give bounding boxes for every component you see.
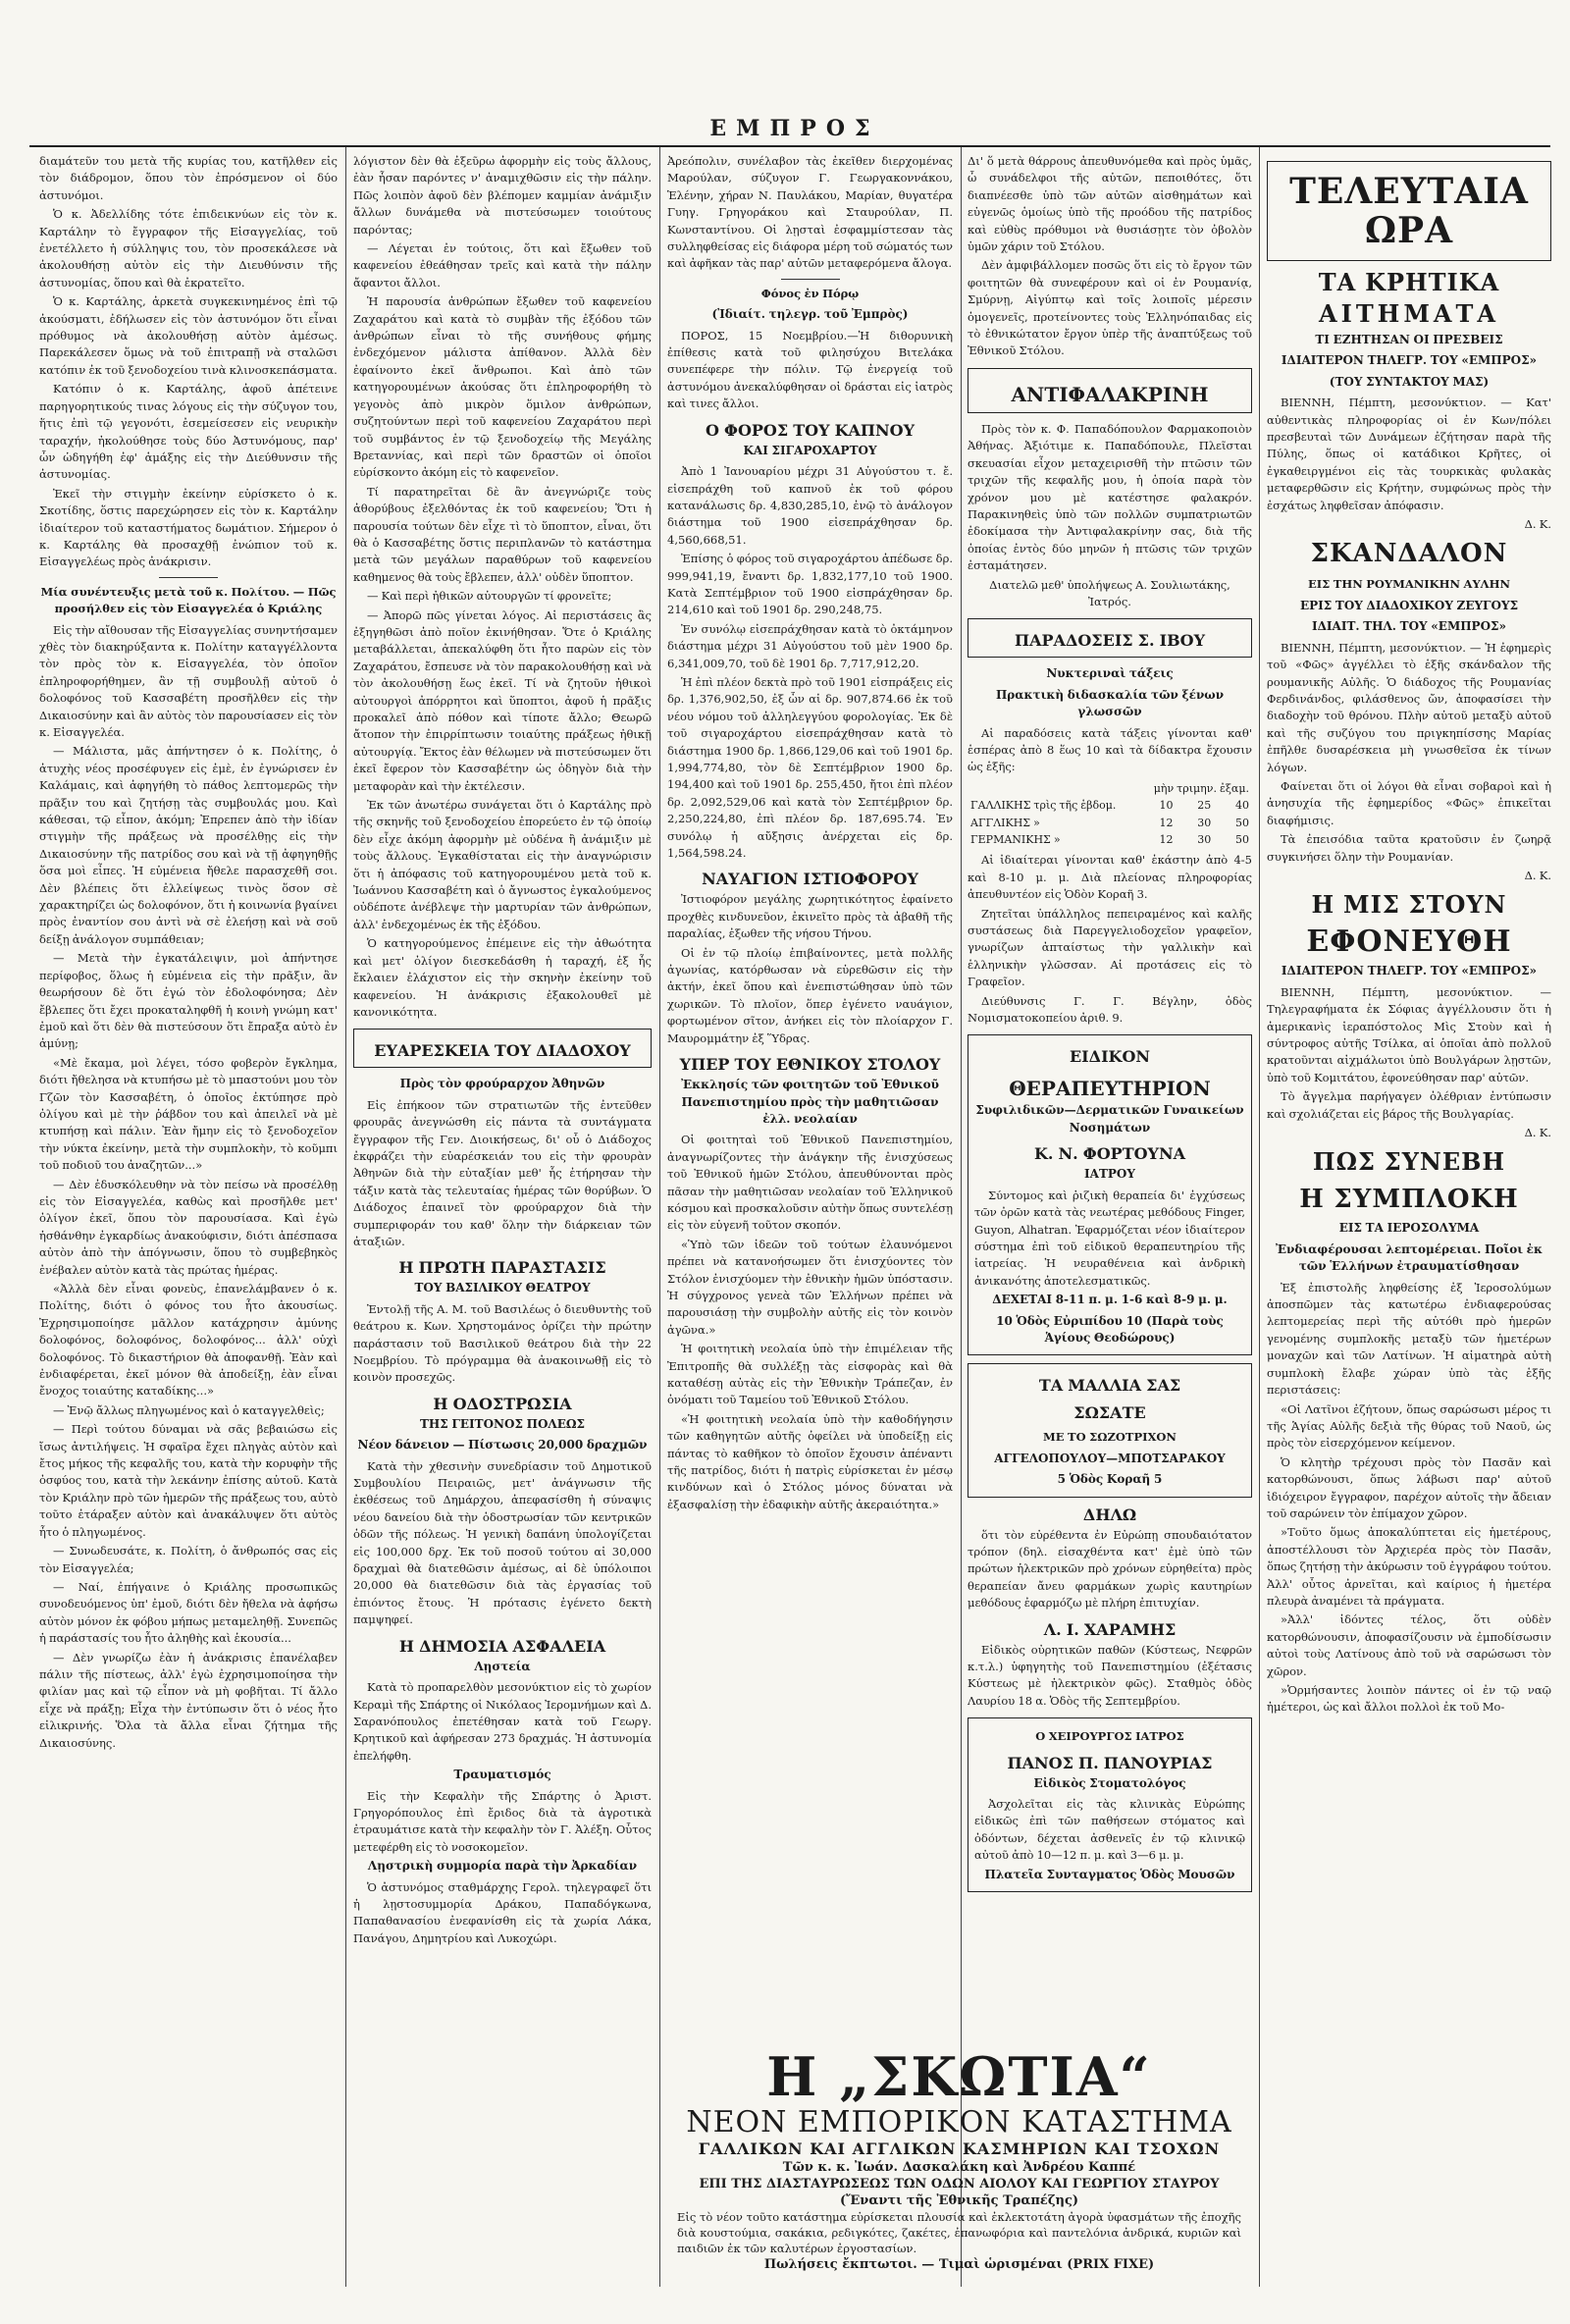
ad-address: 5 Ὁδὸς Κοραῆ 5 — [1057, 1472, 1163, 1487]
ad-box — [968, 1034, 1252, 1355]
paragraph: Εἰδικὸς οὐρητικῶν παθῶν (Κύστεως, Νεφρῶν κ.τ.λ.) ὑφηγητὴς τοῦ Πανεπιστημίου (ἐξέτασις Κύστεως μὲ ἡλεκτρικὸν φῶς). Σταθμὸς ὁδὸς Λαυρίου 18 α. Ὁδὸς τῆς Σεπτεμβρίου. — [968, 1642, 1252, 1708]
column-3 — [667, 153, 953, 2033]
paragraph: Ἡ φοιτητικὴ νεολαία ὑπὸ τὴν ἐπιμέλειαν τῆς Ἐπιτροπῆς θὰ συλλέξῃ τὰς εἰσφορὰς καὶ θὰ καταθέσῃ αὐτὰς εἰς τὴν Ἐθνικὴν Τράπεζαν, ἐν ὀνόματι τοῦ Ταμείου τοῦ Ἐθνικοῦ Στόλου. — [667, 1342, 953, 1407]
paragraph: Εἰς τὴν Κεφαλὴν τῆς Σπάρτης ὁ Ἀριστ. Γρηγορόπουλος ἐπὶ ἔριδος διὰ τὰ ἀγροτικὰ ἐτραυμάτισε κατὰ τὴν κεφαλὴν τὸν Γ. Ἀλέξη. Οὗτος μετεφέρθη εἰς τὸ νοσοκομεῖον. — [353, 1788, 652, 1854]
paragraph: — Δὲν ἐδυσκόλευθην νὰ τὸν πείσω νὰ προσέλθῃ εἰς τὸν Εἰσαγγελέα, καθὼς καὶ προσῆλθε μετ' ὀλίγον ἐκεῖ, ὅπου τὸν παρουσίασα. Καὶ ἐγὼ ἠσθάνθην ἐγκαρδίως ἀνακούφισιν, διότι ἀπέσπασα αὐτὸν ἀπὸ τὴν ἀπόγνωσιν, ὅπου τὸ συμβεβηκὸς ἐνέβαλεν αὐτὸν κατὰ τὰς πρώτας ἡμέρας. — [39, 1177, 338, 1277]
ad-title: Η „ΣΚΩΤΙΑ“ — [766, 2045, 1152, 2108]
paragraph: Τί παρατηρεῖται δὲ ἂν ἀνεγνώριζε τοὺς ἀθορύβους ἐξελθόντας ἐκ τοῦ καφενείου; Ὅτι ἡ παρουσία τούτων δὲν εἶχε τὶ τὸ ὕποπτον, εἶναι, ὅτι θὰ ὁ Κασσαβέτης ὅστις περιπλανῶν τὸ κατάστημα μετὰ τῶν μεγάλων παραθύρων τοῦ καφενείου καθημενος θὰ τοὺς ἔβλεπεν, ἀλλ' οὐδὲν ὕποπτον. — [353, 484, 652, 584]
ad-subtitle: ΓΑΛΛΙΚΩΝ ΚΑΙ ΑΓΓΛΙΚΩΝ ΚΑΣΜΗΡΙΩΝ ΚΑΙ ΤΣΟΧΩΝ — [698, 2139, 1221, 2158]
paragraph: Δι' ὅ μετὰ θάρρους ἀπευθυνόμεθα καὶ πρὸς ὑμᾶς, ὦ συνάδελφοι τῆς αὐτῶν, πεποιθότες, ὅτι διαπνέεσθε ὑπὸ τῶν αὐτῶν αἰσθημάτων καὶ εὐγενῶς ὁμοίως ὑπὸ τῆς προόδου τῆς πατρίδος καὶ εὐθὺς πρόθυμοι νὰ θυσιάσῃτε τὸν ὀβολὸν ὑμῶν χάριν τοῦ Στόλου. — [968, 154, 1252, 254]
article-headline: ΝΑΥΑΓΙΟΝ ΙΣΤΙΟΦΟΡΟΥ — [702, 870, 918, 889]
ad-subtitle: Εἰδικὸς Στοματολόγος — [1033, 1775, 1186, 1790]
column-1 — [39, 153, 338, 2283]
ad-box — [968, 1717, 1252, 1892]
article-subheadline: Νέον δάνειον — Πίστωσις 20,000 δραχμῶν — [357, 1438, 648, 1452]
ad-title: ΤΑ ΜΑΛΛΙΑ ΣΑΣ — [1038, 1376, 1181, 1396]
ad-box — [968, 368, 1252, 413]
table-cell: 50 — [1235, 833, 1249, 846]
ad-owners: Τῶν κ. κ. Ἰωάν. Δασκαλάκη καὶ Ἀνδρέου Καππέ — [782, 2160, 1136, 2175]
paragraph: Εἰς ἐπήκοον τῶν στρατιωτῶν τῆς ἐντεῦθεν φρουρᾶς ἀνεγνώσθη εἰς πάντα τὰ συντάγματα ἔγγραφον τῆς Γεν. Διοικήσεως, δι' οὗ ὁ Διάδοχος ἐκφράζει τὴν εὐαρέσκειάν του εἰς τὴν φρουρὰν Ἀθηνῶν διὰ τὴν εὐταξίαν μεθ' ἧς ἐτήρησαν τὴν τάξιν κατὰ τὰς τελευταίας ἡμέρας τῶν θορύβων. Ὁ Διάδοχος ἐπαινεῖ τὸν φρούραρχον διὰ τὴν συμπεριφοράν του καθ' ὅλην τὴν διάρκειαν τῶν ἀταξιῶν. — [353, 1097, 652, 1248]
table-cell: 12 — [1159, 816, 1174, 829]
article-headline: Η ΠΡΩΤΗ ΠΑΡΑΣΤΑΣΙΣ — [398, 1258, 606, 1278]
paragraph: ΒΙΕΝΝΗ, Πέμπτη, μεσονύκτιον. — Κατ' αὐθεντικὰς πληροφορίας οἱ ἐν Κων/πόλει πρεσβευταὶ τῶν Δυνάμεων ἐζήτησαν παρὰ τῆς Πύλης, ὅπως οἱ κατάδικοι Κρῆτες, οἱ ἐγκαθειργμένοι εἰς τὰς τουρκικὰς φυλακὰς μεταφερθῶσιν εἰς Κρήτην, συμφώνως πρὸς τὴν ἐσχάτως ληφθεῖσαν ἀπόφασιν. — [1267, 396, 1551, 512]
paragraph: Εἰς τὴν αἴθουσαν τῆς Εἰσαγγελίας συνηντήσαμεν χθὲς τὸν διακηρύξαντα κ. Πολίτην καταγγέλλοντα τὸν πρὸς τὸν κ. Εἰσαγγελέα, τὸν ὁποῖον ἐπληροφορήθημεν, ἂν τῇ συμβουλῇ αὐτοῦ ὁ δολοφόνος τοῦ Κασσαβέτη προσῆλθεν εἰς τὴν Δικαιοσύνην καὶ ἂν αὐτὸς τὸν παρουσίασεν εἰς τὸν κ. Εἰσαγγελέα. — [39, 622, 338, 739]
column-4 — [968, 153, 1252, 2033]
article-subheadline: ΙΔΙΑΙΤΕΡΟΝ ΤΗΛΕΓΡ. ΤΟΥ «ΕΜΠΡΟΣ» — [1281, 964, 1538, 978]
ad-box — [968, 1363, 1252, 1497]
divider — [781, 279, 840, 280]
skotia-ad — [667, 2047, 1251, 2273]
article-subheadline: ΤΙ ΕΖΗΤΗΣΑΝ ΟΙ ΠΡΕΣΒΕΙΣ — [1315, 333, 1503, 346]
paragraph: Ἀρεόπολιν, συνέλαβον τὰς ἐκεῖθεν διερχομένας Μαρούλαν, σύζυγον Γ. Γεωργακοννάκου, Ἑλένην, χήραν Ν. Παυλάκου, Μαρίαν, θυγατέρα Γυηγ. Γρηγοράκου καὶ Σταυρούλαν, Π. Κωνσταντίνου. Οἱ λῃσταὶ ἐσφαμμίστεσαν τὰς συλληφθείσας εἰς διάφορα μέρη τοῦ σώματός των καὶ ἀφῆκαν τὰς παρ' αὐτῶν μεταφερόμενα ἄλογα. — [667, 154, 953, 271]
paragraph: ΠΟΡΟΣ, 15 Νοεμβρίου.—Ἡ διθορυνικὴ ἐπίθεσις κατὰ τοῦ φιλησύχου Βιτελάκα συνεπέφερε τὴν πόλιν. Τῷ ἐνεργείᾳ τοῦ ἀστυνόμου ἀνεκαλύφθησαν οἱ δράσται εἰς ἰατρὸς καὶ τινες ἄλλοι. — [667, 328, 953, 411]
paragraph: Σύντομος καὶ ῥιζικὴ θεραπεία δι' ἐγχύσεως τῶν ὀρῶν κατὰ τὰς νεωτέρας μεθόδους Finger, Guyon, Alhatran. Ἐφαρμόζεται νέον ἰδιαίτερον σύστημα ἐπὶ τοῦ εἰδικοῦ θεραπευτηρίου τῆς ἰατρείας. Ἡ νευραθένεια καὶ ἀνδρικὴ ἀνικανότης ἀποτελεσματικῶς. — [974, 1188, 1245, 1288]
table-row — [968, 831, 1252, 848]
paragraph: Κατὰ τὴν χθεσινὴν συνεδρίασιν τοῦ Δημοτικοῦ Συμβουλίου Πειραιῶς, μετ' ἀνάγνωσιν τῆς ἐκθέσεως τοῦ Δημάρχου, ἀπεφασίσθη ἡ σύναψις νέου δανείου διὰ τὴν ὁδοστρωσίαν τῶν κεντρικῶν ὁδῶν τῆς πόλεως. Ἡ γενικὴ δαπάνη ὑπολογίζεται εἰς 100,000 δρχ. Ἐκ τοῦ ποσοῦ τούτου αἱ 30,000 δραχμαὶ θὰ διατεθῶσιν ἀμέσως, αἱ δὲ ὑπόλοιποι 20,000 θὰ διατεθῶσιν διὰ τὰς ἐργασίας τοῦ ἐπιόντος ἔτους. Ἡ πρότασις ἐγένετο δεκτὴ παμψηφεί. — [353, 1458, 652, 1627]
paragraph: Ἐπίσης ὁ φόρος τοῦ σιγαροχάρτου ἀπέδωσε δρ. 999,941,19, ἔναντι δρ. 1,832,177,10 τοῦ 1900. Κατὰ Σεπτέμβριον τοῦ 1900 εἰσπράχθησαν δρ. 214,610 καὶ τοῦ 1901 δρ. 290,248,75. — [667, 552, 953, 617]
paragraph: διαμάτεῦν του μετὰ τῆς κυρίας του, κατῆλθεν εἰς τὸν διάδρομον, ὅπου τὸν ἐπρόσμενον οἱ δύο ἀστυνόμοι. — [39, 154, 338, 202]
paragraph: Ὁ κ. Καρτάλης, ἀρκετὰ συγκεκινημένος ἐπὶ τῷ ἀκούσματι, ἐδήλωσεν εἰς τὸν ἀστυνόμον ὅτι εἶναι πρόθυμος νὰ ἀκολουθήσῃ αὐτὸν ἀμέσως. Παρεκάλεσεν ὅμως νὰ τοῦ ἐπιτραπῇ νὰ σταλῶσι κατόπιν ἐκ τοῦ ξενοδοχείου τινὰ κλινοσκεπάσματα. — [39, 294, 338, 377]
article-subheadline: Ἐκκλησίς τῶν φοιτητῶν τοῦ Ἐθνικοῦ Πανεπιστημίου πρὸς τὴν μαθητιῶσαν ἐλλ. νεολαίαν — [681, 1078, 939, 1126]
paragraph: Ἡ παρουσία ἀνθρώπων ἔξωθεν τοῦ καφενείου Ζαχαράτου καὶ κατὰ τὸ συμβὰν τῆς ἐξόδου τῶν ἀνθρώπων εἶναι τὸ τῆς συνήθους φήμης ἐνδεχόμενον μάλιστα ἀπίθανον. Ἀλλὰ δὲν ἐφαίνοντο ἐκεῖ ἄνθρωποι. Καὶ ἀπὸ τῶν κατηγορουμένων ἀκούσας ὅτι ἐπληροφορήθη τὸ γεγονὸς ἀπὸ μικρὸν ὅμιλον ἀνθρώπων, συζητούντων περὶ τοῦ καφενείου Ζαχαράτου περὶ τοῦ συμβάντος ἐν τῷ ξενοδοχείῳ τῆς Μεγάλης Βρεταννίας, καὶ περὶ τῶν δραστῶν οἱ ὁποῖοι εὑρίσκοντο ἀκόμη εἰς τὸ καφενεῖον. — [353, 294, 652, 480]
article-subheadline: (Ἰδιαίτ. τηλεγρ. τοῦ Ἐμπρὸς) — [711, 307, 909, 322]
paragraph: Ἐκεῖ τὴν στιγμὴν ἐκείνην εὑρίσκετο ὁ κ. Σκοτίδης, ὅστις παρεχώρησεν εἰς τὸν κ. Καρτάλην ἰδιαίτερον τοῦ καταστήματος δωμάτιον. Σήμερον ὁ κ. Καρτάλης θὰ προσαχθῇ ἐνώπιον τοῦ κ. Εἰσαγγελέως πρὸς ἀνάκρισιν. — [39, 486, 338, 569]
table-header: μὴν τριμην. ἐξαμ. — [1153, 781, 1249, 795]
paragraph: Αἱ παραδόσεις κατὰ τάξεις γίνονται καθ' ἑσπέρας ἀπὸ 8 ἕως 10 καὶ τὰ δίδακτρα ἔχουσιν ὡς ἑξῆς: — [968, 725, 1252, 774]
paragraph: Διεύθυνσις Γ. Γ. Βέγλην, ὁδὸς Νομισματοκοπείου ἀριθ. 9. — [968, 993, 1252, 1026]
section-box — [1267, 161, 1551, 261]
paragraph: ὅτι τὸν εὐρέθεντα ἐν Εὐρώπῃ σπουδαιότατον τρόπον (δηλ. εἰσαχθέντα κατ' ἐμὲ ὑπὸ τῶν πρώτων ἡλεκτρικῶν πρὸ χρόνων εὑρηθείτα) πρὸς θεραπείαν ἄνευ φαρμάκων χωρὶς καυτηρίων μεθόδους ἐφαρμόζω μὲ πλήρη ἐπιτυχίαν. — [968, 1527, 1252, 1611]
paragraph: Ἐν συνόλῳ εἰσεπράχθησαν κατὰ τὸ ὀκτάμηνον διάστημα μέχρι 31 Αὐγούστου τοῦ μὲν 1900 δρ. 6,341,009,70, τοῦ δὲ 1901 δρ. 7,717,912,20. — [667, 621, 953, 670]
paragraph: Ἡ ἐπὶ πλέον δεκτὰ πρὸ τοῦ 1901 εἰσπράξεις εἰς δρ. 1,376,902,50, ἐξ ὧν αἱ δρ. 907,874.66 ἐκ τοῦ νέου νόμου τοῦ ἀλληλεγγύου φορολογίας. Ἐκ δὲ τοῦ σιγαροχάρτου εἰσεπράχθησαν κατὰ τὸ διάστημα 1900 δρ. 1,866,129,06 καὶ τοῦ 1901 δρ. 1,994,774,80, τὸν δὲ Σεπτέμβριον 1900 δρ. 194,400 καὶ τοῦ 1901 δρ. 255,450, ἤτοι ἐπὶ πλέον δρ. 2,092,529,06 καὶ κατὰ τὸν Σεπτέμβριον δρ. 2,250,224,80, ἐπὶ πλέον δρ. 187,695.74. Ἐν συνόλῳ ἡ αὔξησις ἀνέρχεται εἰς δρ. 1,564,598.24. — [667, 674, 953, 861]
paragraph: — Ναί, ἐπήγαινε ὁ Κριάλης προσωπικῶς συνοδευόμενος ὑπ' ἐμοῦ, διότι δὲν ἤθελα νὰ ἀφήσω αὐτὸν μόνον ἐκ φόβου μήπως μεταμεληθῇ. Συνεπῶς ἡ παράστασίς του ἦτο ἀληθὴς καὶ ἑκουσία... — [39, 1579, 338, 1646]
table-cell: ΑΓΓΛΙΚΗΣ » — [970, 816, 1040, 829]
paragraph: Πρὸς τὸν κ. Φ. Παπαδόπουλον Φαρμακοποιὸν Ἀθήνας. Ἀξιότιμε κ. Παπαδόπουλε, Πλεῖσται σκευασίαι εἶχον μεταχειρισθῆ τὴν πτῶσιν τῶν τριχῶν τῆς κεφαλῆς μου, ἡ ὁποία παρὰ τὸν χρόνον μου μὲ κατέστησε φαλακρόν. Παρακινηθεὶς ὑπὸ τῶν πολλῶν συμπατριωτῶν ἐδοκίμασα τὴν Ἀντιφαλακρίνην σας, διὰ τῆς ὁποίας ἐντὸς δύο μηνῶν ἡ πτῶσις τῶν τριχῶν ἐσταμάτησεν. — [968, 421, 1252, 573]
article-subheadline: ΚΑΙ ΣΙΓΑΡΟΧΑΡΤΟΥ — [743, 443, 877, 457]
column-5 — [1267, 153, 1551, 2283]
article-subheadline: ΕΡΙΣ ΤΟΥ ΔΙΑΔΟΧΙΚΟΥ ΖΕΥΓΟΥΣ — [1299, 598, 1519, 612]
paragraph: — Μάλιστα, μᾶς ἀπήντησεν ὁ κ. Πολίτης, ὁ ἀτυχὴς νέος προσέφυγεν εἰς ἐμὲ, ἐν ἐγνώρισεν ἐν Καλάμαις, καὶ ἀφηγήθη τὸ πάθος λεπτομερῶς τὴν πρᾶξιν του καὶ ζητήσῃ τὰς συμβουλάς μου. Καὶ κάθεσαι, τῷ εἶπον, ἀκόμη; Ἐπρεπεν ἀπὸ τὴν ἰδίαν στιγμὴν τῆς πράξεως νὰ προσέλθῃς εἰς τὴν Δικαιοσύνην τῆς πατρίδος σου καὶ νὰ τῇ ἀφηγηθῇς ὅσα μοὶ εἶπες. Ἡ εὐμένεια ἤθελε παρασχεθῆ σοι. Δὲν βλέπεις ὅτι ἐλλείψεως τινὸς ὅσον σὲ χαρακτηρίζει ὡς δολοφόνον, ὅτι ἡ κοινωνία βγαίνει πρὸς ἐναντίον σου ἀντὶ νὰ σὲ ἐλεήσῃ καὶ νὰ σοῦ δείξῃ ἀνάλογον συμπάθειαν; — [39, 744, 338, 946]
fee-table — [968, 780, 1252, 849]
article-subheadline: ΤΟΥ ΒΑΣΙΛΙΚΟΥ ΘΕΑΤΡΟΥ — [414, 1281, 591, 1295]
paragraph: Ὁ κατηγορούμενος ἐπέμεινε εἰς τὴν ἀθωότητα καὶ μετ' ὀλίγον διεσκεδάσθη ἡ ταραχή, ἐξ ἧς ἔκλαιεν ἐλάχιστον εἰς τὴν σκηνὴν ἐκείνην τοῦ καφενείου. Ἡ ἀνάκρισις ἐξακολουθεῖ μὲ κανονικότητα. — [353, 936, 652, 1019]
top-rule — [29, 145, 1550, 147]
article-headline: Μία συνέντευξις μετὰ τοῦ κ. Πολίτου. — Πῶς προσήλθεν εἰς τὸν Εἰσαγγελέα ὁ Κριάλης — [40, 584, 337, 616]
ad-title: Λ. Ι. ΧΑΡΑΜΗΣ — [1043, 1619, 1177, 1639]
ad-box — [968, 618, 1252, 658]
table-cell: 50 — [1235, 816, 1249, 829]
article-headline: ΑΙΤΗΜΑΤΑ — [1318, 299, 1500, 328]
table-cell: 10 — [1159, 799, 1174, 813]
article-headline: ΠΩΣ ΣΥΝΕΒΗ — [1312, 1147, 1506, 1177]
ad-subtitle: Συφιλιδικῶν—Δερματικῶν Γυναικείων Νοσημάτων — [975, 1103, 1244, 1135]
ad-title: ΑΝΤΙΦΑΛΑΚΡΙΝΗ — [1011, 382, 1209, 406]
ad-hours: ΔΕΧΕΤΑΙ 8-11 π. μ. 1-6 καὶ 8-9 μ. μ. — [992, 1293, 1228, 1307]
column-divider — [1259, 147, 1260, 2287]
paragraph: Ὁ κ. Ἀδελλίδης τότε ἐπιδεικνύων εἰς τὸν κ. Καρτάλην τὸ ἔγγραφον τῆς Εἰσαγγελίας, τοῦ ἐνετέλλετο ἡ σύλληψις του, τὸν προσεκάλεσε νὰ ἀκολουθήσῃ αὐτὸν εἰς τὴν Διευθύνσιν τῆς ἀστυνομίας, ὅπου καὶ θὰ ἐκρατεῖτο. — [39, 207, 338, 290]
table-cell: ΓΑΛΛΙΚΗΣ τρὶς τῆς ἑβδομ. — [970, 799, 1117, 813]
paragraph: — Συνωδευσάτε, κ. Πολίτη, ὁ ἄνθρωπός σας εἰς τὸν Εἰσαγγελέα; — [39, 1544, 338, 1575]
ad-subtitle: ΝΕΟΝ ΕΜΠΟΡΙΚΟΝ ΚΑΤΑΣΤΗΜΑ — [686, 2105, 1232, 2139]
article-subheadline: ΙΔΙΑΙΤ. ΤΗΛ. ΤΟΥ «ΕΜΠΡΟΣ» — [1311, 619, 1507, 634]
paragraph: Ἐξ ἐπιστολῆς ληφθείσης ἐξ Ἱεροσολύμων ἀποσπῶμεν τὰς κατωτέρω ἐνδιαφερούσας λεπτομερείας περὶ τῆς αὐτόθι πρὸ ἡμερῶν γενομένης συμπλοκῆς μεταξὺ τῶν ἡμετέρων μοναχῶν καὶ τῶν Λατίνων. Ἡ αἱματηρὰ αὐτὴ συμπλοκὴ ἔλαβε χώραν ὑπὸ τὰς ἑξῆς περιστάσεις: — [1267, 1280, 1551, 1398]
divider — [159, 577, 218, 578]
article-subheadline: ΤΗΣ ΓΕΙΤΟΝΟΣ ΠΟΛΕΩΣ — [419, 1416, 586, 1431]
ad-address: 10 Ὁδὸς Εὐριπίδου 10 (Παρὰ τοὺς Ἁγίους Θεοδώρους) — [996, 1313, 1224, 1345]
paragraph: «Μὲ ἔκαμα, μοὶ λέγει, τόσο φοβερὸν ἔγκλημα, διότι ἤθελησα νὰ κτυπήσω μὲ τὸ μπαστούνι μου τὸν Γζῶν τὸν Κασσαβέτη, ὁ ὁποῖος ἐκτύπησε πρὸ ὀλίγου καὶ μὲ τὴν ῥάβδον του καὶ ἀπειλεῖ νὰ μὲ κτυπήσῃ καὶ πάλιν. Ἐὰν ἤμην εἰς τὸ ξενοδοχεῖον τὴν νύκτα ἐκείνην, μετὰ τὴν συμπλοκὴν, τὸ κοῦμπι τοῦ ποδιοῦ του ἀναζητῶν...» — [39, 1055, 338, 1173]
table-cell: 40 — [1235, 799, 1249, 813]
column-divider — [345, 147, 346, 2287]
paragraph: Αἱ ἰδιαίτεραι γίνονται καθ' ἑκάστην ἀπὸ 4-5 καὶ 8-10 μ. μ. Διὰ πλείονας πληροφορίας ἀπευθυντέον εἰς Ὁδὸν Κοραῆ 3. — [968, 853, 1252, 902]
article-subheadline: Λῃστεία — [474, 1659, 531, 1673]
article-headline: Η ΜΙΣ ΣΤΟΥΝ — [1311, 890, 1507, 920]
article-headline: ΥΠΕΡ ΤΟΥ ΕΘΝΙΚΟΥ ΣΤΟΛΟΥ — [679, 1055, 941, 1075]
signature: Δ. Κ. — [1524, 868, 1551, 882]
article-subheadline: (ΤΟΥ ΣΥΝΤΑΚΤΟΥ ΜΑΣ) — [1329, 374, 1490, 389]
paragraph: Τὸ ἄγγελμα παρήγαγεν ὀλέθριαν ἐντύπωσιν καὶ σχολιάζεται εἰς βάρος τῆς Βουλγαρίας. — [1267, 1089, 1551, 1121]
paragraph: «Ὑπὸ τῶν ἰδεῶν τοῦ τούτων ἐλαυνόμενοι πρέπει νὰ κατανοήσωμεν ὅτι ἐνισχύοντες τὸν Στόλον ἐνισχύομεν τὴν ἐθνικὴν ἡμῶν ὑπόστασιν. Ἡ σύγχρονος γενεὰ τῶν Ἑλλήνων πρέπει νὰ παρουσιάσῃ τὴν συμβολὴν αὐτῆς εἰς τὸν κοινὸν ἀγῶνα.» — [667, 1237, 953, 1337]
article-headline: ΕΦΟΝΕΥΘΗ — [1306, 924, 1512, 960]
paragraph: ΒΙΕΝΝΗ, Πέμπτη, μεσονύκτιον. — Ἡ ἐφημερὶς τοῦ «Φῶς» ἀγγέλλει τὸ ἑξῆς σκάνδαλον τῆς ρουμανικῆς Αὐλῆς. Ὁ διάδοχος τῆς Ρουμανίας Φερδινάνδος, φιλάσθενος ὤν, ἀποφασίσει τὴν διαδοχὴν τοῦ θρόνου. Πλὴν αὐτοῦ μεταξὺ αὐτοῦ καὶ τῆς συζύγου του πριγκηπίσσης Μαρίας ἐπῆλθε δυσαρέσκεια μὴ γνωσθεῖσα ἐκ τίνων λόγων. — [1267, 640, 1551, 774]
paragraph: »Ἀλλ' ἰδόντες τέλος, ὅτι οὐδὲν κατορθώνουσιν, ἀποφασίζουσιν νὰ ἐμποδίσωσιν αὐτοὶ τοὺς Λατίνους ἀπὸ τοῦ νὰ σαρώσωσι τὸν χῶρον. — [1267, 1612, 1551, 1678]
signature: Δ. Κ. — [1524, 517, 1551, 532]
column-divider — [961, 147, 962, 2287]
article-subheadline: Πρὸς τὸν φρούραρχον Ἀθηνῶν — [399, 1077, 605, 1091]
ad-title: ΠΑΡΑΔΟΣΕΙΣ Σ. ΙΒΟΥ — [1014, 631, 1205, 651]
ad-address: Πλατεῖα Συνταγματος Ὁδὸς Μουσῶν — [984, 1867, 1235, 1881]
paragraph: λόγιστον δὲν θὰ ἐξεῦρω ἀφορμὴν εἰς τοὺς ἄλλους, ἐὰν ἦσαν παρόντες ν' ἀναμιχθῶσιν εἰς τὴν πάλην. Πῶς λοιπὸν ἀφοῦ δὲν βλέπομεν καμμίαν ἀνάμιξιν ἄλλων δυνάμεθα νὰ πιστεύσωμεν τοιούτους παρόντας; — [353, 154, 652, 237]
ad-title: ΔΗΛΩ — [1082, 1505, 1137, 1524]
ad-address: ΕΠΙ ΤΗΣ ΔΙΑΣΤΑΥΡΩΣΕΩΣ ΤΩΝ ΟΔΩΝ ΑΙΟΛΟΥ ΚΑΙ ΓΕΩΡΓΙΟΥ ΣΤΑΥΡΟΥ — [699, 2177, 1220, 2192]
section-title: ΤΕΛΕΥΤΑΙΑ ΩΡΑ — [1289, 171, 1529, 251]
ad-title: ΠΑΝΟΣ Π. ΠΑΝΟΥΡΙΑΣ — [1007, 1753, 1213, 1772]
paragraph: — Λέγεται ἐν τούτοις, ὅτι καὶ ἔξωθεν τοῦ καφενείου ἐθεάθησαν τρεῖς καὶ κατὰ τὴν πάλην ἄφαντοι ἄλλοι. — [353, 241, 652, 290]
table-cell: 30 — [1197, 833, 1212, 846]
article-headline: ΤΑ ΚΡΗΤΙΚΑ — [1318, 268, 1500, 296]
paragraph: ΒΙΕΝΝΗ, Πέμπτη, μεσονύκτιον. — Τηλεγραφήματα ἐκ Σόφιας ἀγγέλλουσιν ὅτι ἡ ἀμερικανὶς ἱεραπόστολος Μὶς Στοὺν καὶ ἡ σύντροφος αὐτῆς Τσίλκα, αἱ ὁποῖαι ἀπὸ πολλοῦ κρατοῦνται αἰχμάλωτοι ὑπὸ Βουλγάρων λῃστῶν, ὑπὸ τοῦ Κομιτάτου, ἐφονεύθησαν παρ' αὐτῶν. — [1267, 984, 1551, 1084]
ad-title: Κ. Ν. ΦΟΡΤΟΥΝΑ — [1033, 1144, 1186, 1164]
section-box — [353, 1029, 652, 1068]
paragraph: Ὁ κλητὴρ τρέχουσι πρὸς τὸν Πασᾶν καὶ κατορθώνουσι, ὅπως λάβωσι παρ' αὐτοῦ ἰδιόχειρον ἔγγραφον, παρέχον αὐτοῖς τὴν ἄδειαν τοῦ σαρώνειν τὸν ἐπίμαχον χῶρον. — [1267, 1454, 1551, 1520]
article-headline: Η ΣΥΜΠΛΟΚΗ — [1299, 1185, 1519, 1215]
ad-title: ΣΩΣΑΤΕ — [1073, 1403, 1146, 1423]
paragraph: Κατόπιν ὁ κ. Καρτάλης, ἀφοῦ ἀπέτεινε παρηγορητικούς τινας λόγους εἰς τὴν σύζυγον του, ἥτις ἐπὶ τῷ γεγονότι, ἐσεμείσεσεν εἰς νευρικὴν ταραχήν, ἠκολούθησε τοὺς δύο Ἀστυνόμους, παρ' ὧν ὡδηγήθη ἐφ' ἁμάξης εἰς τὴν Διεύθυνσιν τῆς ἀστυνομίας. — [39, 382, 338, 482]
paragraph: Οἱ φοιτηταὶ τοῦ Ἐθνικοῦ Πανεπιστημίου, ἀναγνωρίζοντες τὴν ἀνάγκην τῆς ἐνισχύσεως τοῦ Ἐθνικοῦ ἡμῶν Στόλου, ἀπευθύνονται πρὸς πᾶσαν τὴν μαθητιῶσαν νεολαίαν τοῦ Ἑλληνικοῦ κόσμου καὶ προσκαλοῦσιν αὐτὴν ὅπως συντελέσῃ εἰς τὸν εὐγενῆ τοῦτον σκοπόν. — [667, 1133, 953, 1233]
table-cell: ΓΕΡΜΑΝΙΚΗΣ » — [970, 833, 1061, 846]
ad-body: Εἰς τὸ νέον τοῦτο κατάστημα εὑρίσκεται πλουσία καὶ ἐκλεκτοτάτη ἀγορὰ ὑφασμάτων τῆς ἐποχῆς διὰ κουστούμια, σακάκια, ρεδιγκότες, ζακέτες, ἐπανωφόρια καὶ παντελόνια ἀνδρικά, κυριῶν καὶ παιδιῶν ἐκ τῶν καλυτέρων ἐργοστασίων. — [677, 2210, 1241, 2255]
ad-title: ΕΙΔΙΚΟΝ — [1069, 1047, 1151, 1067]
paragraph: — Ἀπορῶ πῶς γίνεται λόγος. Αἱ περιστάσεις ἂς ἐξηγηθῶσι ἀπὸ ποῖον ἐκινήθησαν. Ὅτε ὁ Κριάλης μεταβάλλεται, ἀπεκαλύφθη ὅτι ἦτο παρὼν εἰς τὸν Ζαχαράτου, ἔσπευσε νὰ τὸν παρακολουθήσῃ καὶ νὰ τὸν ἀκολουθήσῃ ἕως ἐκεῖ. Τί νὰ ζητοῦν ἠθικοὶ αὐτουργοὶ ἀπόρρητοι καὶ ὕποπτοι, ἀφοῦ ἡ πρᾶξις προκαλεῖ ἀπὸ πόθον καὶ τίποτε ἄλλο; Θεωρῶ ἄτοπον τὴν ἐπιρρίπτωσιν τοιαύτης πράξεως ἠθικῇ αὐτουργίᾳ. Ἔκτος ἐὰν θέλωμεν νὰ πιστεύσωμεν ὅτι ἐκεῖ ἔφερον τὸν Κασσαβέτην ὡς ὁδηγὸν διὰ τὴν μεταφορὰν καὶ τὴν ἐκτέλεσιν. — [353, 607, 652, 793]
paragraph: «Ἡ φοιτητικὴ νεολαία ὑπὸ τὴν καθοδήγησιν τῶν καθηγητῶν αὐτῆς ὀφείλει νὰ ὑποδείξῃ εἰς πάντας τὸ καθῆκον τὸ ὁποῖον ἔχουσιν ἀπέναντι τῆς πατρίδος, διότι ἡ πατρὶς εὑρίσκεται ἐν μέσῳ κινδύνων καὶ ὁ Στόλος μόνος δύναται νὰ ἐξασφαλίσῃ τὴν ἐδαφικὴν αὐτῆς ἀκεραιότητα.» — [667, 1411, 953, 1511]
ad-footer: Πωλήσεις ἔκπτωτοι. — Τιμαὶ ὡρισμέναι (PRIX FIXE) — [763, 2257, 1155, 2272]
paragraph: Οἱ ἐν τῷ πλοίῳ ἐπιβαίνοντες, μετὰ πολλῆς ἀγωνίας, κατόρθωσαν νὰ εὑρεθῶσιν εἰς τὴν ἀκτήν, ἐκεῖ ὅπου καὶ ἐνεπιστώθησαν ὑπὸ τῶν χωρικῶν. Τὸ πλοῖον, ὅπερ ἐγένετο ναυάγιον, φορτωμένον σῖτον, ἀνήκει εἰς τὸν πλοίαρχον Γ. Μαυρομμάτην ἐξ Ὕδρας. — [667, 945, 953, 1045]
column-2 — [353, 153, 652, 2283]
article-headline: Η ΟΔΟΣΤΡΩΣΙΑ — [433, 1394, 572, 1413]
table-row — [968, 815, 1252, 831]
paragraph: — Μετὰ τὴν ἐγκατάλειψιν, μοὶ ἀπήντησε περίφοβος, ὅλως ἡ εὐμένεια εἰς τὴν πρᾶξιν, ἂν θεωρήσουν δὲ ὅτι ἐγώ τὸν ἐδολοφόνησα; Δὲν ἔβλεπες ὅτι ἔχει προκαταληφθῆ ἡ κοινὴ γνώμη κατ' ἐμοῦ καὶ ὅτι δὲν θὰ πιστεύσουν ὅτι ἔπραξα αὐτὸ ἐν ἀμύνῃ; — [39, 951, 338, 1051]
article-headline: ΣΚΑΝΔΑΛΟΝ — [1310, 539, 1508, 569]
ad-title: ΜΕ ΤΟ ΣΩΖΟΤΡΙΧΟΝ — [1043, 1430, 1177, 1445]
paragraph: Φαίνεται ὅτι οἱ λόγοι θὰ εἶναι σοβαροὶ καὶ ἡ ἀνησυχία τῆς ἐφημερίδος «Φῶς» ἐπικεῖται διαφήμισις. — [1267, 778, 1551, 827]
paragraph: »Ὁρμήσαντες λοιπὸν πάντες οἱ ἐν τῷ ναῷ ἡμέτεροι, ὡς καὶ ἄλλοι πολλοὶ ἐκ τοῦ Μο- — [1267, 1683, 1551, 1715]
ad-subtitle: ΙΑΤΡΟΥ — [1084, 1167, 1135, 1182]
table-cell: 30 — [1197, 816, 1212, 829]
paragraph: «Οἱ Λατῖνοι ἐζήτουν, ὅπως σαρώσωσι μέρος τι τῆς Ἁγίας Αὐλῆς δεξιὰ τῆς θύρας τοῦ Ναοῦ, ὡς πρὸς τὸν εἰσερχόμενον κείμενον. — [1267, 1401, 1551, 1451]
article-subheadline: Λῃστρικὴ συμμορία παρὰ τὴν Ἀρκαδίαν — [367, 1859, 638, 1874]
paragraph: Ἰστιοφόρον μεγάλης χωρητικότητος ἐφαίνετο προχθὲς κινδυνεῦον, ἐκινεῖτο πρὸς τὰ ἀβαθῆ τῆς παραλίας, ἐξωθεν τῆς νήσου Τήνου. — [667, 892, 953, 941]
table-cell: 12 — [1159, 833, 1174, 846]
table-header — [968, 780, 1138, 797]
table-header-row — [968, 780, 1252, 797]
article-subheadline: ΙΔΙΑΙΤΕΡΟΝ ΤΗΛΕΓΡ. ΤΟΥ «ΕΜΠΡΟΣ» — [1281, 353, 1538, 368]
ad-address-note: (Ἔναντι τῆς Ἐθνικῆς Τραπέζης) — [839, 2193, 1079, 2208]
article-subheadline: Ἐνδιαφέρουσαι λεπτομέρειαι. Ποῖοι ἐκ τῶν Ἑλλήνων ἐτραυματίσθησαν — [1276, 1241, 1543, 1274]
signature: Διατελῶ μεθ' ὑπολήψεως Α. Σουλιωτάκης, Ἰατρός. — [989, 577, 1230, 608]
paragraph: Δὲν ἀμφιβάλλομεν ποσῶς ὅτι εἰς τὸ ἔργον τῶν φοιτητῶν θὰ συνεφέρουν καὶ οἱ ἐν Ρουμανίᾳ, Σμύρνῃ, Αἰγύπτῳ καὶ τοῖς λοιποῖς μέρεσιν ὁμογενεῖς, προτείνοντες τοὺς Ἑλληνόπαιδας εἰς τὸ ἐθνικώτατον ἔργον ὑπὲρ τῆς ἀναπτύξεως τοῦ Ἐθνικοῦ Στόλου. — [968, 258, 1252, 358]
ad-title: ΘΕΡΑΠΕΥΤΗΡΙΟΝ — [1009, 1077, 1211, 1101]
article-subheadline: ΕΙΣ ΤΑ ΙΕΡΟΣΟΛΥΜΑ — [1338, 1221, 1480, 1236]
paragraph: — Ἐνῷ ἄλλως πληγωμένος καὶ ὁ καταγγελθεὶς; — [53, 1402, 325, 1417]
ad-subtitle: Νυκτεριναὶ τάξεις — [1046, 666, 1174, 681]
signature: Δ. Κ. — [1524, 1126, 1551, 1140]
table-row — [968, 797, 1252, 814]
paragraph: Τὰ ἐπεισόδια ταῦτα κρατοῦσιν ἐν ζωηρᾷ συγκινήσει ὅλην τὴν Ρουμανίαν. — [1267, 832, 1551, 864]
paragraph: Ἀπὸ 1 Ἰανουαρίου μέχρι 31 Αὐγούστου τ. ἔ. εἰσεπράχθη τοῦ καπνοῦ ἐκ τοῦ φόρου κατανάλωσις δρ. 4,830,285,10, ἐνῷ τὸ ἀνάλογον διάστημα τοῦ 1900 εἰσεπράχθησαν δρ. 4,560,668,51. — [667, 464, 953, 547]
paragraph: Κατὰ τὸ προπαρελθὸν μεσονύκτιον εἰς τὸ χωρίον Κεραμὶ τῆς Σπάρτης οἱ Νικόλαος Ἰερομνήμων καὶ Δ. Σαρανόπουλος ἐπετέθησαν κατὰ τοῦ Γεωργ. Κρητικοῦ καὶ ἀφήρεσαν 273 δραχμάς. Ἡ ἀστυνομία ἐπελήφθη. — [353, 1680, 652, 1763]
paragraph: Ἐντολῇ τῆς Α. Μ. τοῦ Βασιλέως ὁ διευθυντὴς τοῦ θεάτρου κ. Κων. Χρηστομάνος ὁρίζει τὴν πρώτην παράστασιν τοῦ Βασιλικοῦ θεάτρου διὰ τὴν 22 Νοεμβρίου. Τὸ πρόγραμμα θὰ ἀνακοινωθῇ εἰς τὸ κοινὸν προσεχῶς. — [353, 1301, 652, 1385]
ad-subtitle: Πρακτικὴ διδασκαλία τῶν ξένων γλωσσῶν — [995, 687, 1225, 719]
table-cell: 25 — [1197, 799, 1212, 813]
paragraph: Ἐκ τῶν ἀνωτέρω συνάγεται ὅτι ὁ Καρτάλης πρὸ τῆς σκηνῆς τοῦ ξενοδοχείου ἐπορεύετο ἐν τῷ ὁποίῳ δὲν εἶχε ἀκόμη ἀφορμὴν μὲ οὐδένα ἢ ἀνάμιξιν μὲ τοὺς ἄλλους. Ἐγκαθίσταται εἰς τὴν ἀναγνώρισιν ὅτι ἡ ἀπόφασις τοῦ κατηγορουμένου μετὰ τοῦ κ. Ἰωάννου Κασσαβέτη καὶ ὁ ἄγνωστος ἐγκαλούμενος οὐδέποτε ἀνέβλεψε τὴν μαρτυρίαν τῶν ἀνθρώπων, ἀλλ' ἐνδεχομένως ἐκ τῆς ἐξόδου. — [353, 798, 652, 931]
paragraph: — Περὶ τούτου δύναμαι νὰ σᾶς βεβαιώσω εἰς ἴσως ἀντιλήψεις. Ἡ σφαῖρα ἔχει πληγὰς αὐτὸν καὶ ἔτος μήκος τῆς κεφαλῆς του, κατὰ τὴν κορυφὴν τῆς ὀσφύος του, κατὰ τὴν λεκάνην ἐπίσης αὐτοῦ. Κατὰ τὸν Κριάλην πρὸ τῶν ἡμερῶν τῆς πράξεως του, αὐτὸ τοῦτο ἐτάραξεν αὐτὸν καὶ ἀνακάλυψεν ὅτι αὐτὸς ἦτο ὁ πληγωμένος. — [39, 1422, 338, 1539]
paragraph: »Τοῦτο ὅμως ἀποκαλύπτεται εἰς ἡμετέρους, ἀποστέλλουσι τὸν Ἀρχιερέα πρὸς τὸν Πασᾶν, ὅπως ζητήσῃ τὴν ἀκύρωσιν τοῦ ἐγγράφου τούτου. Ἀλλ' οὗτος ἀρνεῖται, καὶ καίριος ἡ ἡμετέρα πλευρὰ ἀναμένει τὰ πράγματα. — [1267, 1525, 1551, 1608]
article-headline: Η ΔΗΜΟΣΙΑ ΑΣΦΑΛΕΙΑ — [398, 1636, 606, 1656]
article-headline: ΕΙΣ ΤΗΝ ΡΟΥΜΑΝΙΚΗΝ ΑΥΛΗΝ — [1308, 577, 1510, 592]
column-divider — [659, 147, 660, 2287]
paragraph: — Δὲν γνωρίζω ἐὰν ἡ ἀνάκρισις ἐπανέλαβεν πάλιν τῆς πίστεως, ἀλλ' ἐγὼ ἐχρησιμοποίησα τὴν φιλίαν μας καὶ τῷ εἶπον νὰ μὴ φοβῆται. Τί ἄλλο εἶχε νὰ πράξῃ; Εἶχα τὴν ἐντύπωσιν ὅτι ὁ νέος ἦτο εἰλικρινής. Ὅλα τὰ ἄλλα εἶναι ζήτημα τῆς Δικαιοσύνης. — [39, 1650, 338, 1750]
paragraph: «Ἀλλὰ δὲν εἶναι φονεὺς, ἐπανελάμβανεν ὁ κ. Πολίτης, διότι ὁ φόνος του ἦτο ἀκουσίως. Ἐχρησιμοποίησε μᾶλλον κατάχρησιν ἀμύνης δολοφόνος, δολοφόνος, δολοφόνος... ἀλλ' οὐχὶ δολοφόνος. Τὸ δικαστήριον θὰ ἀποφανθῇ. Ἐὰν καὶ ἐνδιαφέρεται, ἐκεῖ μόνον θὰ ἀποδείξῃ, ἐὰν εἶναι ἔνοχος τοιαύτης καταδίκης...» — [39, 1282, 338, 1399]
article-headline: ΕΥΑΡΕΣΚΕΙΑ ΤΟΥ ΔΙΑΔΟΧΟΥ — [374, 1041, 631, 1061]
paragraph: Ὁ ἀστυνόμος σταθμάρχης Γερολ. τηλεγραφεῖ ὅτι ἡ λῃστοσυμμορία Δράκου, Παπαδόγκωνα, Παπαθανασίου ἐνεφανίσθη εἰς τὰ χωρία Λάκα, Πανάγου, Δημητρίου καὶ Λυκοχώρι. — [353, 1879, 652, 1945]
ad-title: Ο ΧΕΙΡΟΥΡΓΟΣ ΙΑΤΡΟΣ — [1035, 1729, 1184, 1744]
ad-subtitle: ΑΓΓΕΛΟΠΟΥΛΟΥ—ΜΠΟΤΣΑΡΑΚΟΥ — [994, 1451, 1226, 1465]
paragraph: — Καὶ περὶ ἠθικῶν αὐτουργῶν τί φρονεῖτε; — [367, 589, 612, 604]
masthead: ΕΜΠΡΟΣ — [709, 116, 880, 141]
paragraph: Ζητεῖται ὑπάλληλος πεπειραμένος καὶ καλῆς συστάσεως διὰ Παρεγγελιοδοχεῖον γραφεῖον, γνωρίζων ἀπταίστως τὴν γαλλικὴν καὶ ἑλληνικὴν γλῶσσαν. Αἱ προτάσεις εἰς τὸ Γραφεῖον. — [968, 906, 1252, 989]
article-headline: Φόνος ἐν Πόρῳ — [760, 286, 860, 300]
article-subheadline: Τραυματισμός — [453, 1768, 551, 1782]
article-headline: Ο ΦΟΡΟΣ ΤΟΥ ΚΑΠΝΟΥ — [706, 420, 915, 440]
paragraph: Ἀσχολεῖται εἰς τὰς κλινικὰς Εὐρώπης εἰδικῶς ἐπὶ τῶν παθήσεων στόματος καὶ ὀδόντων, δέχεται ἀσθενεῖς ἐν τῷ κλινικῷ αὐτοῦ ἀπὸ 10—12 π. μ. καὶ 3—6 μ. μ. — [974, 1797, 1245, 1863]
